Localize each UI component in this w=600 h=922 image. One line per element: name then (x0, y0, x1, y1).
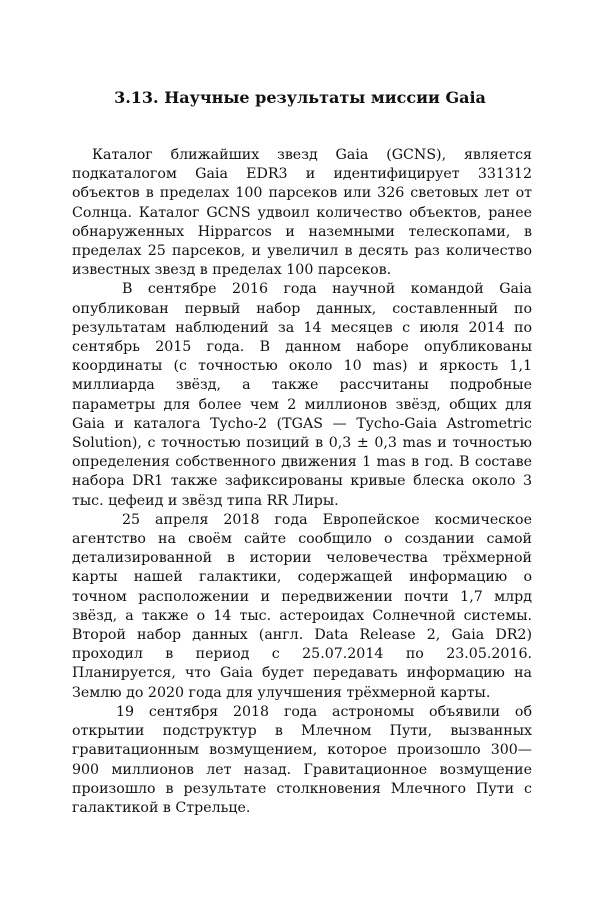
paragraph-milky-way-substructures: 19 сентября 2018 года астрономы объявили об открытии подструктур в Млечном Пути, вызванных гравитационным возмущением, которое произошло 300—900 миллионов лет назад. Гравитационное возмущение произошло в результате столкновения Млечного Пути с галактикой в Стрельце. (72, 703, 532, 816)
paragraph-dr1-release: В сентябре 2016 года научной командой Gaia опубликован первый набор данных, составленный по результатам наблюдений за 14 месяцев с июля 2014 по сентябрь 2015 года. В данном наборе опубликованы координаты (с точностью около 10 mas) и яркость 1,1 миллиарда звёзд, а также рассчитаны подробные параметры для более чем 2 миллионов звёзд, общих для Gaia и каталога Tycho-2 (TGAS — Tycho-Gaia Astrometric Solution), с точностью позиций в 0,3 ± 0,3 mas и точностью определения собственного движения 1 mas в год. В составе набора DR1 также зафиксированы кривые блеска около 3 тыс. цефеид и звёзд типа RR Лиры. (72, 281, 532, 509)
paragraph-dr2-release: 25 апреля 2018 года Европейское космическое агентство на своём сайте сообщило о создании самой детализированной в истории человечества трёхмерной карты нашей галактики, содержащей информацию о точном расположении и передвижении почти 1,7 млрд звёзд, а также о 14 тыс. астероидах Солнечной системы. Второй набор данных (англ. Data Release 2, Gaia DR2) проходил в период с 25.07.2014 по 23.05.2016. Планируется, что Gaia будет передавать информацию на Землю до 2020 года для улучшения трёхмерной карты. (72, 511, 532, 701)
section-body (72, 146, 532, 818)
paragraph-gcns-catalog: Каталог ближайших звезд Gaia (GCNS), является подкаталогом Gaia EDR3 и идентифицирует 331312 объектов в пределах 100 парсеков или 326 световых лет от Солнца. Каталог GCNS удвоил количество объектов, ранее обнаруженных Hipparcos и наземными телескопами, в пределах 25 парсеков, и увеличил в десять раз количество известных звезд в пределах 100 парсеков. (72, 147, 532, 279)
section-heading: 3.13. Научные результаты миссии Gaia (114, 88, 486, 107)
